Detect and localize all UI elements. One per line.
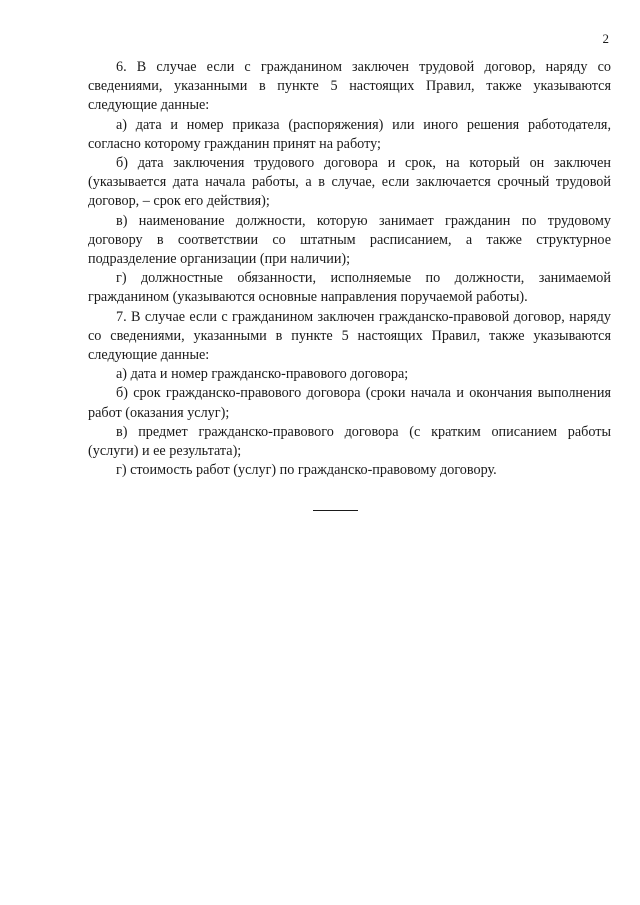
paragraph-7-item-v: в) предмет гражданско-правового договора (с кратким описанием работы (услуги) и ее результата); [88,423,611,460]
paragraph-6-item-b: б) дата заключения трудового договора и срок, на который он заключен (указывается дата начала работы, а в случае, если заключается срочный трудовой договор, – срок его действия); [88,155,611,210]
paragraph-7: 7. В случае если с гражданином заключен гражданско-правовой договор, наряду со сведениями, указанными в пункте 5 настоящих Правил, также указываются следующие данные: [88,308,611,364]
page-number: 2 [602,31,609,46]
paragraph-6-item-a: а) дата и номер приказа (распоряжения) или иного решения работодателя, согласно которому гражданин принят на работу; [88,116,611,152]
paragraph-7-item-b: б) срок гражданско-правового договора (сроки начала и окончания выполнения работ (оказания услуг); [88,385,611,421]
paragraph-6: 6. В случае если с гражданином заключен трудовой договор, наряду со сведениями, указанными в пункте 5 настоящих Правил, также указываются следующие данные: [88,59,611,114]
paragraph-7-item-a: а) дата и номер гражданско-правового договора; [116,366,409,383]
document-body [88,58,611,480]
paragraph-6-item-g: г) должностные обязанности, исполняемые по должности, занимаемой гражданином (указываются основные направления поручаемой работы). [88,270,611,306]
closing-rule [313,510,358,511]
paragraph-6-item-v: в) наименование должности, которую занимает гражданин по трудовому договору в соответствии со штатным расписанием, а также структурное подразделение организации (при наличии); [88,212,611,268]
paragraph-7-item-g: г) стоимость работ (услуг) по гражданско-правовому договору. [116,462,497,479]
